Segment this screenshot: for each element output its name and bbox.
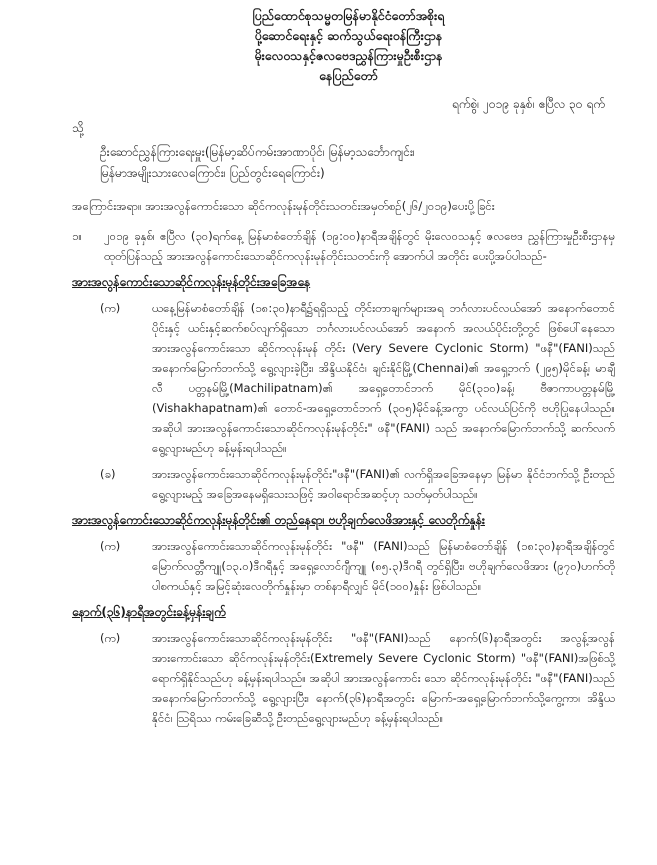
header-city: နေပြည်တော်	[319, 68, 378, 83]
addressee-line-2: မြန်မာအမျိုးသားလေကြောင်း၊ ပြည်တွင်းရေကြောင်း)	[100, 166, 325, 180]
section-title-position: အားအလွန်ကောင်းသောဆိုင်ကလုန်းမုန်တိုင်း၏ တည်နေရာ၊ ဗဟိုချက်လေဖိအားနှင့် လေတိုက်နှုန်း	[72, 513, 485, 527]
item-text: ယနေ့မြန်မာစံတော်ချိန် (၁၈:၃၀)နာရီ၌ရရှိသည့် တိုင်းတာချက်များအရ ဘင်္ဂလားပင်လယ်အော် အနောက်တောင်ပိုင်းနှင့် ယင်းနှင့်ဆက်စပ်လျက်ရှိသော ဘင်္ဂလားပင်လယ်အော် အနောက် အလယ်ပိုင်းတို့တွင် ဖြစ်ပေါ်နေသော အားအလွန်ကောင်းသော ဆိုင်ကလုန်းမုန် တိုင်း (Very Severe Cyclonic Storm) "ဖနီ"(FANI)သည် အနောက်မြောက်ဘက်သို့ ရွေ့လျားခဲ့ပြီး၊ အိန္ဒိယနိုင်ငံ၊ ချင်းနိုင်မြို့(Chennai)၏ အရှေ့ဘက် (၂၉၅)မိုင်ခန့်၊ မာချီလီ ပတ္တနမ်မြို့(Machilipatnam)၏ အရှေ့တောင်ဘက် မိုင်(၃၁၀)ခန့်၊ ဗီဇာကာပတ္တနမ်မြို့ (Vishakhapatnam)၏ တောင်-အရှေ့တောင်ဘက် (၃၀၅)မိုင်ခန့်အကွာ ပင်လယ်ပြင်ကို ဗဟိုပြုနေပါသည်။ အဆိုပါ အားအလွန်ကောင်းသောဆိုင်ကလုန်းမုန်တိုင်း" ဖနီ"(FANI) သည် အနောက်မြောက်ဘက်သို့ ဆက်လက်ရွေ့လျားမည်ဟု ခန့်မှန်းရပါသည်။	[152, 301, 615, 455]
list-item	[72, 464, 615, 504]
paragraph-text: ၂၀၁၉ ခုနှစ်၊ ဧပြီလ (၃၀)ရက်နေ့ မြန်မာစံတော်ချိန် (၁၉:၀၀)နာရီအချိန်တွင် မိုးလေဝသနှင့် ဇလဗေဒ ညွှန်ကြားမှုဦးစီးဌာနမှ ထုတ်ပြန်သည့် အားအလွန်ကောင်းသောဆိုင်ကလုန်းမုန်တိုင်းသတင်းကို အောက်ပါ အတိုင်း ပေးပို့အပ်ပါသည်-	[104, 229, 615, 263]
item-text: အားအလွန်ကောင်းသောဆိုင်ကလုန်းမုန်တိုင်း"ဖနီ"(FANI)၏ လက်ရှိအခြေအနေမှာ မြန်မာ နိုင်ငံဘက်သို့ ဦးတည်ရွေ့လျားမည့် အခြေအနေမရှိသေးသဖြင့် အဝါရောင်အဆင့်ဟု သတ်မှတ်ပါသည်။	[152, 467, 615, 501]
section-title-status: အားအလွန်ကောင်းသောဆိုင်ကလုန်းမုန်တိုင်းအခြေအနေ	[72, 275, 311, 289]
addressees	[72, 142, 615, 184]
item-text: အားအလွန်ကောင်းသောဆိုင်ကလုန်းမုန်တိုင်း "ဖနီ"(FANI)သည် နောက်(၆)နာရီအတွင်း အလွန့်အလွန်အားကောင်းသော ဆိုင်ကလုန်းမုန်တိုင်း(Extremely Severe Cyclonic Storm) "ဖနီ"(FANI)အဖြစ်သို့ရောက်ရှိနိုင်သည်ဟု ခန့်မှန်းရပါသည်။ အဆိုပါ အားအလွန်ကောင်း သော ဆိုင်ကလုန်းမုန်တိုင်း "ဖနီ"(FANI)သည် အနောက်မြောက်ဘက်သို့ ရွေ့လျားပြီး၊ နောက်(၃၆)နာရီအတွင်း မြောက်-အရှေ့မြောက်ဘက်သို့ကွေ့ကာ၊ အိန္ဒိယနိုင်ငံ၊ ဩရိဿ ကမ်းခြေဆီသို့ ဦးတည်ရွေ့လျားမည်ဟု ခန့်မှန်းရပါသည်။	[152, 631, 615, 725]
paragraph-number: ၁။	[72, 229, 82, 243]
header-department: မိုးလေဝသနှင့်ဇလဗေဒညွှန်ကြားမှုဦးစီးဌာန	[254, 48, 443, 63]
item-number: (က)	[100, 631, 121, 645]
header-government: ပြည်ထောင်စုသမ္မတမြန်မာနိုင်ငံတော်အစိုးရ	[252, 8, 445, 23]
addressee-line-1: ဦးဆောင်ညွှန်ကြားရေးမှူး(မြန်မာ့ဆိပ်ကမ်းအာဏာပိုင်၊ မြန်မာ့သင်္ဘောကျင်း၊	[100, 145, 415, 159]
item-text: အားအလွန်ကောင်းသောဆိုင်ကလုန်းမုန်တိုင်း "ဖနီ" (FANI)သည် မြန်မာစံတော်ချိန် (၁၈:၃၀)နာရီအချိန်တွင် မြောက်လတ္တီကျူ(၁၃.၀)ဒီဂရီနှင့် အရှေ့လောင်ဂျီကျူ (၈၅.၃)ဒီဂရီ တွင်ရှိပြီး၊ ဗဟိုချက်လေဖိအား (၉၇၀)ဟက်တိုပါစကယ်နှင့် အမြင့်ဆုံးလေတိုက်နှုန်းမှာ တစ်နာရီလျှင် မိုင်(၁၀၀)နှုန်း ဖြစ်ပါသည်။	[152, 539, 615, 593]
header-ministry: ပို့ဆောင်ရေးနှင့် ဆက်သွယ်ရေးဝန်ကြီးဌာန	[254, 28, 443, 43]
subject-line: အကြောင်းအရာ။ အားအလွန်ကောင်းသော ဆိုင်ကလုန်းမုန်တိုင်းသတင်းအမှတ်စဉ်(၂၆/၂၀၁၉)ပေးပို့ခြင်း	[72, 199, 495, 213]
letter-header	[82, 6, 615, 86]
item-number: (က)	[100, 539, 121, 553]
item-number: (က)	[100, 301, 121, 315]
list-item	[72, 536, 615, 596]
letter-date: ရက်စွဲ၊ ၂၀၁၉ ခုနှစ်၊ ဧပြီလ ၃၀ ရက်	[451, 97, 605, 111]
list-item	[72, 628, 615, 728]
paragraph-1	[72, 226, 615, 266]
to-label: သို့	[72, 121, 84, 135]
item-number: (ခ)	[100, 467, 116, 481]
section-title-forecast: နောက်(၃၆)နာရီအတွင်းခန့်မှန်းချက်	[72, 605, 226, 619]
list-item	[72, 298, 615, 458]
